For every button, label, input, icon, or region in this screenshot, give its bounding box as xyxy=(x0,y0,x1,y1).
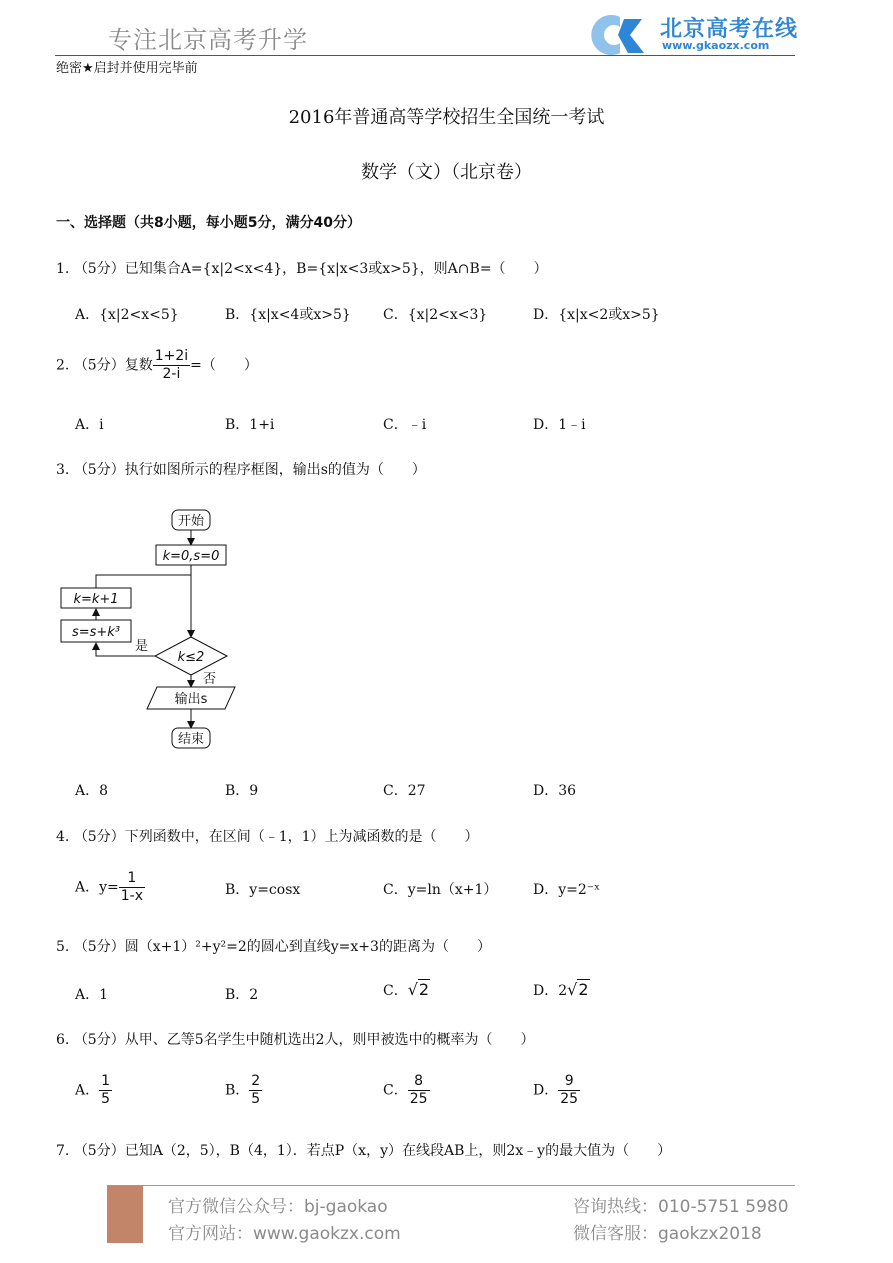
q4-stem: 下列函数中，在区间（﹣1，1）上为减函数的是（ ） xyxy=(124,829,479,845)
q6-number: 6. xyxy=(56,1032,70,1048)
q2-number: 2. xyxy=(56,357,70,374)
q6-option-b-fraction xyxy=(249,1073,262,1108)
logo-url: www.gkaozx.com xyxy=(662,39,770,52)
header-divider xyxy=(55,55,795,56)
q6-b-numerator: 2 xyxy=(251,1073,261,1089)
flow-cond-label: k≤2 xyxy=(177,650,205,665)
footer-accent-bar xyxy=(107,1186,143,1243)
q6-c-numerator: 8 xyxy=(408,1073,430,1091)
q5-option-a[interactable]: A．1 xyxy=(75,987,109,1003)
exam-title: 2016年普通高等学校招生全国统一考试 xyxy=(288,107,605,128)
q2-denominator: 2-i xyxy=(162,366,181,382)
q5-stem: 圆（x+1）²+y²=2的圆心到直线y=x+3的距离为（ ） xyxy=(124,939,491,955)
q6-d-numerator: 9 xyxy=(558,1073,580,1091)
q4-number: 4. xyxy=(56,829,70,845)
q6-c-denominator: 25 xyxy=(409,1091,428,1107)
gaokao-logo-icon xyxy=(590,13,652,57)
exam-subtitle: 数学（文）（北京卷） xyxy=(361,162,532,183)
q3-option-d[interactable]: D．36 xyxy=(533,783,577,799)
q5-option-b[interactable]: B．2 xyxy=(225,987,259,1003)
flow-no-label: 否 xyxy=(203,672,217,687)
q2-option-d[interactable]: D．1﹣i xyxy=(533,417,586,433)
q2-option-c[interactable]: C．﹣i xyxy=(383,417,427,433)
q3-option-b[interactable]: B．9 xyxy=(225,783,259,799)
q6-option-a-fraction xyxy=(99,1073,112,1108)
q6-option-c-fraction xyxy=(408,1073,430,1108)
q1-stem: 已知集合A={x|2<x<4}，B={x|x<3或x>5}，则A∩B=（ ） xyxy=(124,261,548,277)
q2-fraction xyxy=(153,348,190,383)
q4-a-denominator: 1-x xyxy=(120,888,143,904)
q3-option-c[interactable]: C．27 xyxy=(383,783,426,799)
q6-option-d-pre: D． xyxy=(533,1082,559,1099)
q6-option-b[interactable] xyxy=(225,1073,262,1108)
footer-hotline: 咨询热线：010-5751 5980 xyxy=(573,1197,789,1217)
q1-option-b[interactable]: B．{x|x<4或x>5} xyxy=(225,307,351,323)
question-5 xyxy=(56,936,491,956)
q4-score: （5分） xyxy=(73,829,125,845)
q2-pre: 复数 xyxy=(124,357,153,374)
question-3 xyxy=(56,459,426,479)
q4-option-b[interactable]: B．y=cosx xyxy=(225,882,301,898)
q6-option-d[interactable] xyxy=(533,1073,580,1108)
q2-option-b[interactable]: B．1+i xyxy=(225,417,275,433)
q1-option-c[interactable]: C．{x|2<x<3} xyxy=(383,307,488,323)
q6-option-a[interactable] xyxy=(75,1073,112,1108)
logo-name: 北京高考在线 xyxy=(660,17,799,42)
q1-option-d[interactable]: D．{x|x<2或x>5} xyxy=(533,307,660,323)
q1-option-a[interactable]: A．{x|2<x<5} xyxy=(75,307,179,323)
q6-b-denominator: 5 xyxy=(251,1091,261,1107)
q2-post: =（ ） xyxy=(190,357,258,374)
q2-score: （5分） xyxy=(73,357,125,374)
q3-score: （5分） xyxy=(73,462,125,478)
q5-d-radicand: 2 xyxy=(578,980,589,999)
q1-number: 1. xyxy=(56,261,70,277)
q5-option-c[interactable] xyxy=(383,980,430,1000)
flow-end-label: 结束 xyxy=(177,732,205,747)
q3-number: 3. xyxy=(56,462,70,478)
secret-notice: 绝密★启封并使用完毕前 xyxy=(56,61,198,76)
flow-init-label: k=0,s=0 xyxy=(162,549,220,564)
q7-score: （5分） xyxy=(73,1143,125,1159)
q4-option-a[interactable] xyxy=(75,870,145,905)
q6-option-c-pre: C． xyxy=(383,1082,408,1099)
flow-yes-label: 是 xyxy=(135,639,149,654)
q5-number: 5. xyxy=(56,939,70,955)
q6-stem: 从甲、乙等5名学生中随机选出2人，则甲被选中的概率为（ ） xyxy=(124,1032,535,1048)
flow-output-label: 输出s xyxy=(174,692,208,707)
q3-stem: 执行如图所示的程序框图，输出s的值为（ ） xyxy=(124,462,426,478)
q5-option-d-sqrt: √2 xyxy=(567,980,589,999)
q2-option-a[interactable]: A．i xyxy=(75,417,104,433)
q7-stem: 已知A（2，5），B（4，1）．若点P（x，y）在线段AB上，则2x﹣y的最大值为（ ） xyxy=(124,1143,672,1159)
footer-service: 微信客服：gaokzx2018 xyxy=(573,1224,762,1244)
q6-d-denominator: 25 xyxy=(560,1091,579,1107)
footer-wechat: 官方微信公众号：bj-gaokao xyxy=(168,1197,388,1217)
q7-number: 7. xyxy=(56,1143,70,1159)
footer-divider xyxy=(107,1185,795,1186)
footer-site: 官方网站：www.gaokzx.com xyxy=(168,1224,401,1244)
q6-a-numerator: 1 xyxy=(101,1073,111,1089)
q6-option-b-pre: B． xyxy=(225,1082,250,1099)
q4-option-d[interactable]: D．y=2⁻ˣ xyxy=(533,882,601,898)
q5-option-c-pre: C． xyxy=(383,983,408,999)
question-2 xyxy=(56,348,258,383)
q5-c-radicand: 2 xyxy=(418,980,430,999)
q5-score: （5分） xyxy=(73,939,125,955)
q6-option-a-pre: A． xyxy=(75,1082,100,1099)
header-slogan: 专注北京高考升学 xyxy=(108,26,308,54)
q5-option-c-sqrt: √2 xyxy=(407,980,430,999)
question-1 xyxy=(56,258,548,278)
flow-inc-label: k=k+1 xyxy=(73,592,119,607)
q6-option-d-fraction xyxy=(558,1073,580,1108)
q3-flowchart xyxy=(55,505,255,755)
question-7 xyxy=(56,1140,671,1160)
q4-option-a-fraction xyxy=(119,870,145,905)
section-heading: 一、选择题（共8小题，每小题5分，满分40分） xyxy=(56,215,361,231)
q6-option-c[interactable] xyxy=(383,1073,430,1108)
question-6 xyxy=(56,1029,535,1049)
q5-option-d[interactable] xyxy=(533,980,590,1000)
q6-score: （5分） xyxy=(73,1032,125,1048)
q5-option-d-pre: D．2 xyxy=(533,983,568,999)
q4-a-numerator: 1 xyxy=(119,870,145,888)
q4-option-c[interactable]: C．y=ln（x+1） xyxy=(383,882,498,898)
q3-option-a[interactable]: A．8 xyxy=(75,783,109,799)
q6-a-denominator: 5 xyxy=(101,1091,111,1107)
q1-score: （5分） xyxy=(73,261,125,277)
q4-option-a-pre: A．y= xyxy=(75,879,119,896)
flow-acc-label: s=s+k³ xyxy=(71,625,121,640)
question-4 xyxy=(56,826,479,846)
q2-numerator: 1+2i xyxy=(154,348,189,364)
flow-start-label: 开始 xyxy=(177,514,205,529)
